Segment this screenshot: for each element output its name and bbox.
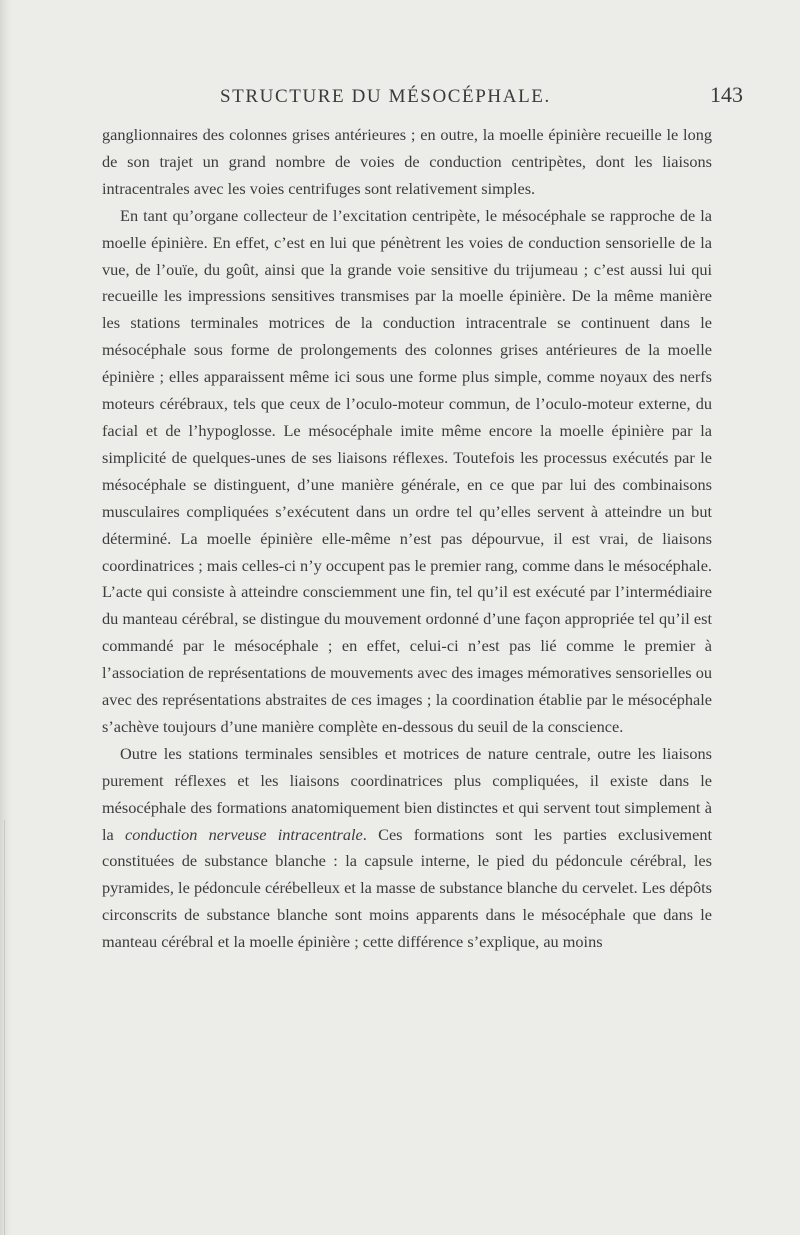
gutter-line xyxy=(4,820,5,1235)
running-head xyxy=(0,82,800,112)
paragraph-3 xyxy=(102,741,712,956)
paragraph-2: En tant qu’organe collecteur de l’excitation centripète, le mésocéphale se rapproche de la moelle épinière. En effet, c’est en lui que pénètrent les voies de conduction sensorielle de la vue, de l’ouïe, du goût, ainsi que la grande voie sensitive du trijumeau ; c’est aussi lui qui recueille les impressions sensitives transmises par la moelle épinière. De la même manière les stations terminales motrices de la conduction intracentrale se continuent dans le mésocéphale sous forme de prolongements des colonnes grises antérieures de la moelle épinière ; elles apparaissent même ici sous une forme plus simple, comme noyaux des nerfs moteurs cérébraux, tels que ceux de l’oculo-moteur commun, de l’oculo-moteur externe, du facial et de l’hypoglosse. Le mésocéphale imite même encore la moelle épinière par la simplicité de quelques-unes de ses liaisons réflexes. Toutefois les processus exécutés par le mésocéphale se distinguent, d’une manière générale, en ce que par lui des combinaisons musculaires compliquées s’exécutent dans un ordre tel qu’elles servent à atteindre un but déterminé. La moelle épinière elle-même n’est pas dépourvue, il est vrai, de liaisons coordinatrices ; mais celles-ci n’y occupent pas le premier rang, comme dans le mésocéphale. L’acte qui consiste à atteindre consciemment une fin, tel qu’il est exécuté par l’intermédiaire du manteau cérébral, se distingue du mouvement ordonné d’une façon appropriée tel qu’il est commandé par le mésocéphale ; en effet, celui-ci n’est pas lié comme le premier à l’association de représentations de mouvements avec des images mémoratives sensorielles ou avec des représentations abstraites de ces images ; la coordination établie par le mésocéphale s’achève toujours d’une manière complète en-dessous du seuil de la conscience. xyxy=(102,205,712,736)
running-title: STRUCTURE DU MÉSOCÉPHALE. xyxy=(220,86,551,107)
paragraph-3-end: . Ces formations sont les parties exclusivement constituées de substance blanche : la capsule interne, le pied du pédoncule cérébral, les pyramides, le pédoncule cérébelleux et la masse de substance blanche du cervelet. Les dépôts circonscrits de substance blanche sont moins apparents dans le mésocéphale que dans le manteau cérébral et la moelle épinière ; cette différence s’explique, au moins xyxy=(102,824,712,952)
paragraph-1: ganglionnaires des colonnes grises antérieures ; en outre, la moelle épinière recueille le long de son trajet un grand nombre de voies de conduction centripètes, dont les liaisons intracentrales avec les voies centrifuges sont relativement simples. xyxy=(102,125,712,198)
paragraph-3-start: Outre les stations terminales sensibles et motrices de nature centrale, outre les liaisons purement réflexes et les liaisons coordinatrices plus compliquées, il existe dans le mésocéphale des formations anatomiquement bien distinctes et qui servent tout simplement à la xyxy=(102,743,712,844)
body-text xyxy=(102,122,712,956)
italic-term: conduction nerveuse intracentrale xyxy=(125,824,363,844)
page-number: 143 xyxy=(710,82,743,107)
gutter-shadow xyxy=(0,0,12,1235)
